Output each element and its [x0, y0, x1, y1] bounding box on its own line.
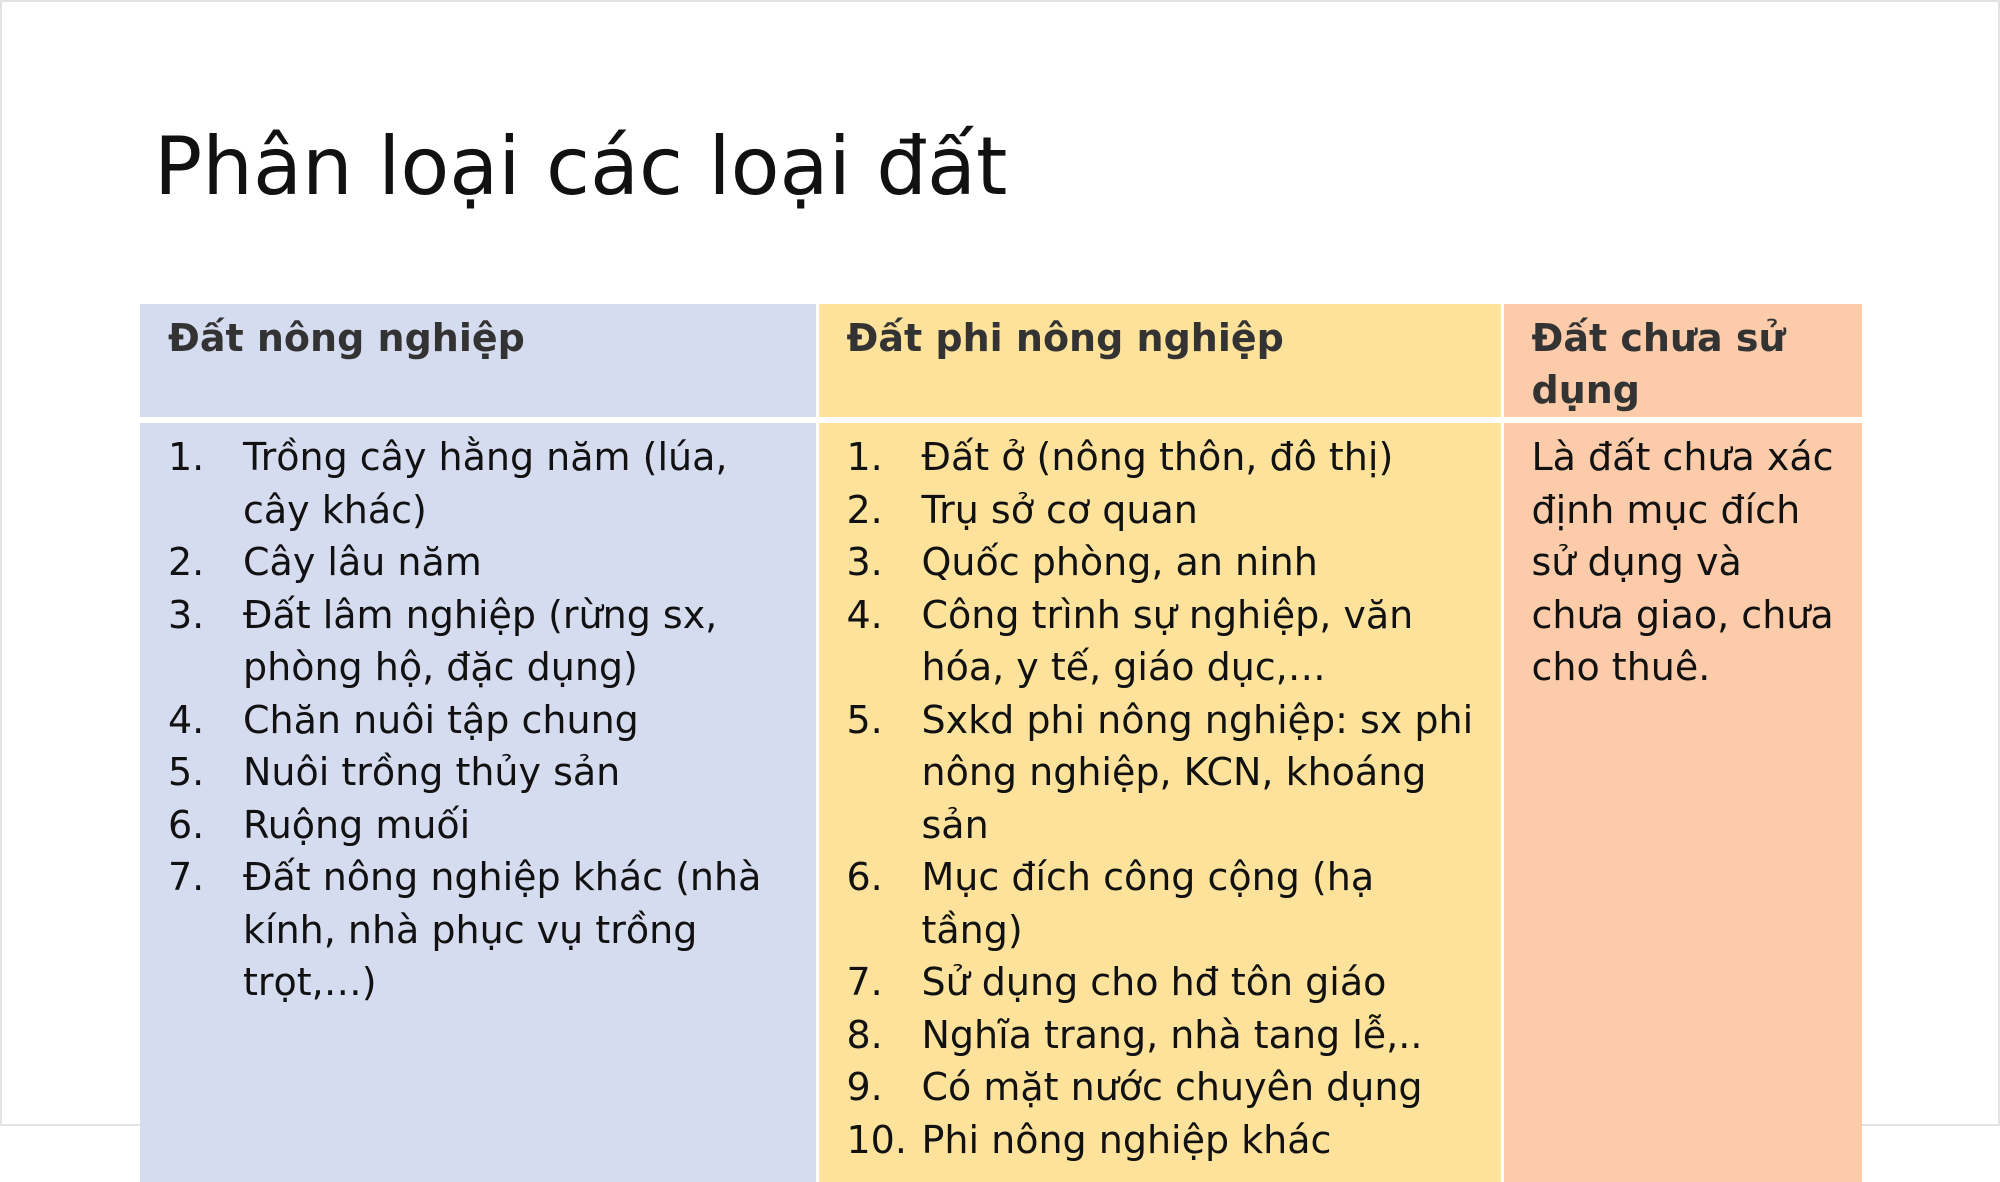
item-text: Trụ sở cơ quan	[921, 487, 1198, 532]
item-text: Nuôi trồng thủy sản	[243, 750, 621, 794]
list-item	[168, 536, 796, 589]
item-number: 7.	[846, 960, 883, 1004]
item-number: 2.	[168, 540, 205, 584]
agricultural-cell	[140, 420, 817, 1182]
item-text: Nghĩa trang, nhà tang lễ,..	[921, 1012, 1423, 1057]
item-text: Đất ở (nông thôn, đô thị)	[921, 435, 1394, 479]
item-number: 4.	[168, 697, 205, 742]
item-text: Phi nông nghiệp khác	[921, 1117, 1332, 1162]
item-text: Cây lâu năm	[243, 540, 482, 584]
list-item	[168, 851, 796, 1009]
list-item	[847, 536, 1481, 589]
item-number: 7.	[168, 855, 205, 899]
list-item	[168, 431, 796, 536]
list-item	[168, 746, 796, 799]
item-number: 1.	[168, 435, 205, 479]
item-text: Quốc phòng, an ninh	[921, 540, 1318, 584]
item-text: Ruộng muối	[243, 802, 471, 847]
list-item	[168, 799, 796, 852]
list-item	[847, 484, 1481, 537]
unused-description: Là đất chưa xác định mục đích sử dụng và chưa giao, chưa cho thuê.	[1531, 435, 1834, 689]
list-item	[847, 1114, 1481, 1167]
item-text: Công trình sự nghiệp, văn hóa, y tế, giáo dục,…	[921, 592, 1414, 689]
item-text: Sxkd phi nông nghiệp: sx phi nông nghiệp, KCN, khoáng sản	[921, 697, 1474, 847]
item-number: 3.	[846, 540, 883, 584]
item-number: 10.	[846, 1117, 907, 1162]
item-text: Có mặt nước chuyên dụng	[921, 1065, 1423, 1109]
table-header-row	[140, 304, 1862, 420]
item-text: Chăn nuôi tập chung	[243, 697, 639, 742]
list-item	[847, 589, 1481, 694]
unused-cell	[1502, 420, 1862, 1182]
list-item	[847, 851, 1481, 956]
list-item	[168, 694, 796, 747]
header-agricultural: Đất nông nghiệp	[140, 304, 817, 420]
non-agricultural-list	[847, 431, 1481, 1166]
non-agricultural-cell	[817, 420, 1502, 1182]
item-number: 5.	[846, 697, 883, 742]
item-number: 3.	[168, 592, 205, 637]
item-number: 5.	[168, 750, 205, 794]
list-item	[847, 694, 1481, 852]
list-item	[847, 1009, 1481, 1062]
list-item	[847, 956, 1481, 1009]
list-item	[847, 1061, 1481, 1114]
land-classification-table	[140, 304, 1862, 1182]
item-text: Sử dụng cho hđ tôn giáo	[921, 960, 1387, 1004]
list-item	[168, 589, 796, 694]
item-number: 6.	[846, 855, 883, 899]
table-body-row	[140, 420, 1862, 1182]
slide-title: Phân loại các loại đất	[154, 120, 1008, 213]
item-text: Trồng cây hằng năm (lúa, cây khác)	[243, 435, 728, 532]
item-text: Mục đích công cộng (hạ tầng)	[921, 855, 1375, 952]
item-text: Đất nông nghiệp khác (nhà kính, nhà phục vụ trồng trọt,…)	[243, 855, 762, 1004]
item-number: 4.	[846, 592, 883, 637]
item-number: 2.	[846, 487, 883, 532]
item-number: 6.	[168, 802, 205, 847]
item-text: Đất lâm nghiệp (rừng sx, phòng hộ, đặc dụng)	[243, 592, 718, 689]
header-non-agricultural: Đất phi nông nghiệp	[817, 304, 1502, 420]
item-number: 1.	[846, 435, 883, 479]
item-number: 9.	[846, 1065, 883, 1109]
header-unused: Đất chưa sử dụng	[1502, 304, 1862, 420]
agricultural-list	[168, 431, 796, 1009]
item-number: 8.	[846, 1012, 883, 1057]
list-item	[847, 431, 1481, 484]
